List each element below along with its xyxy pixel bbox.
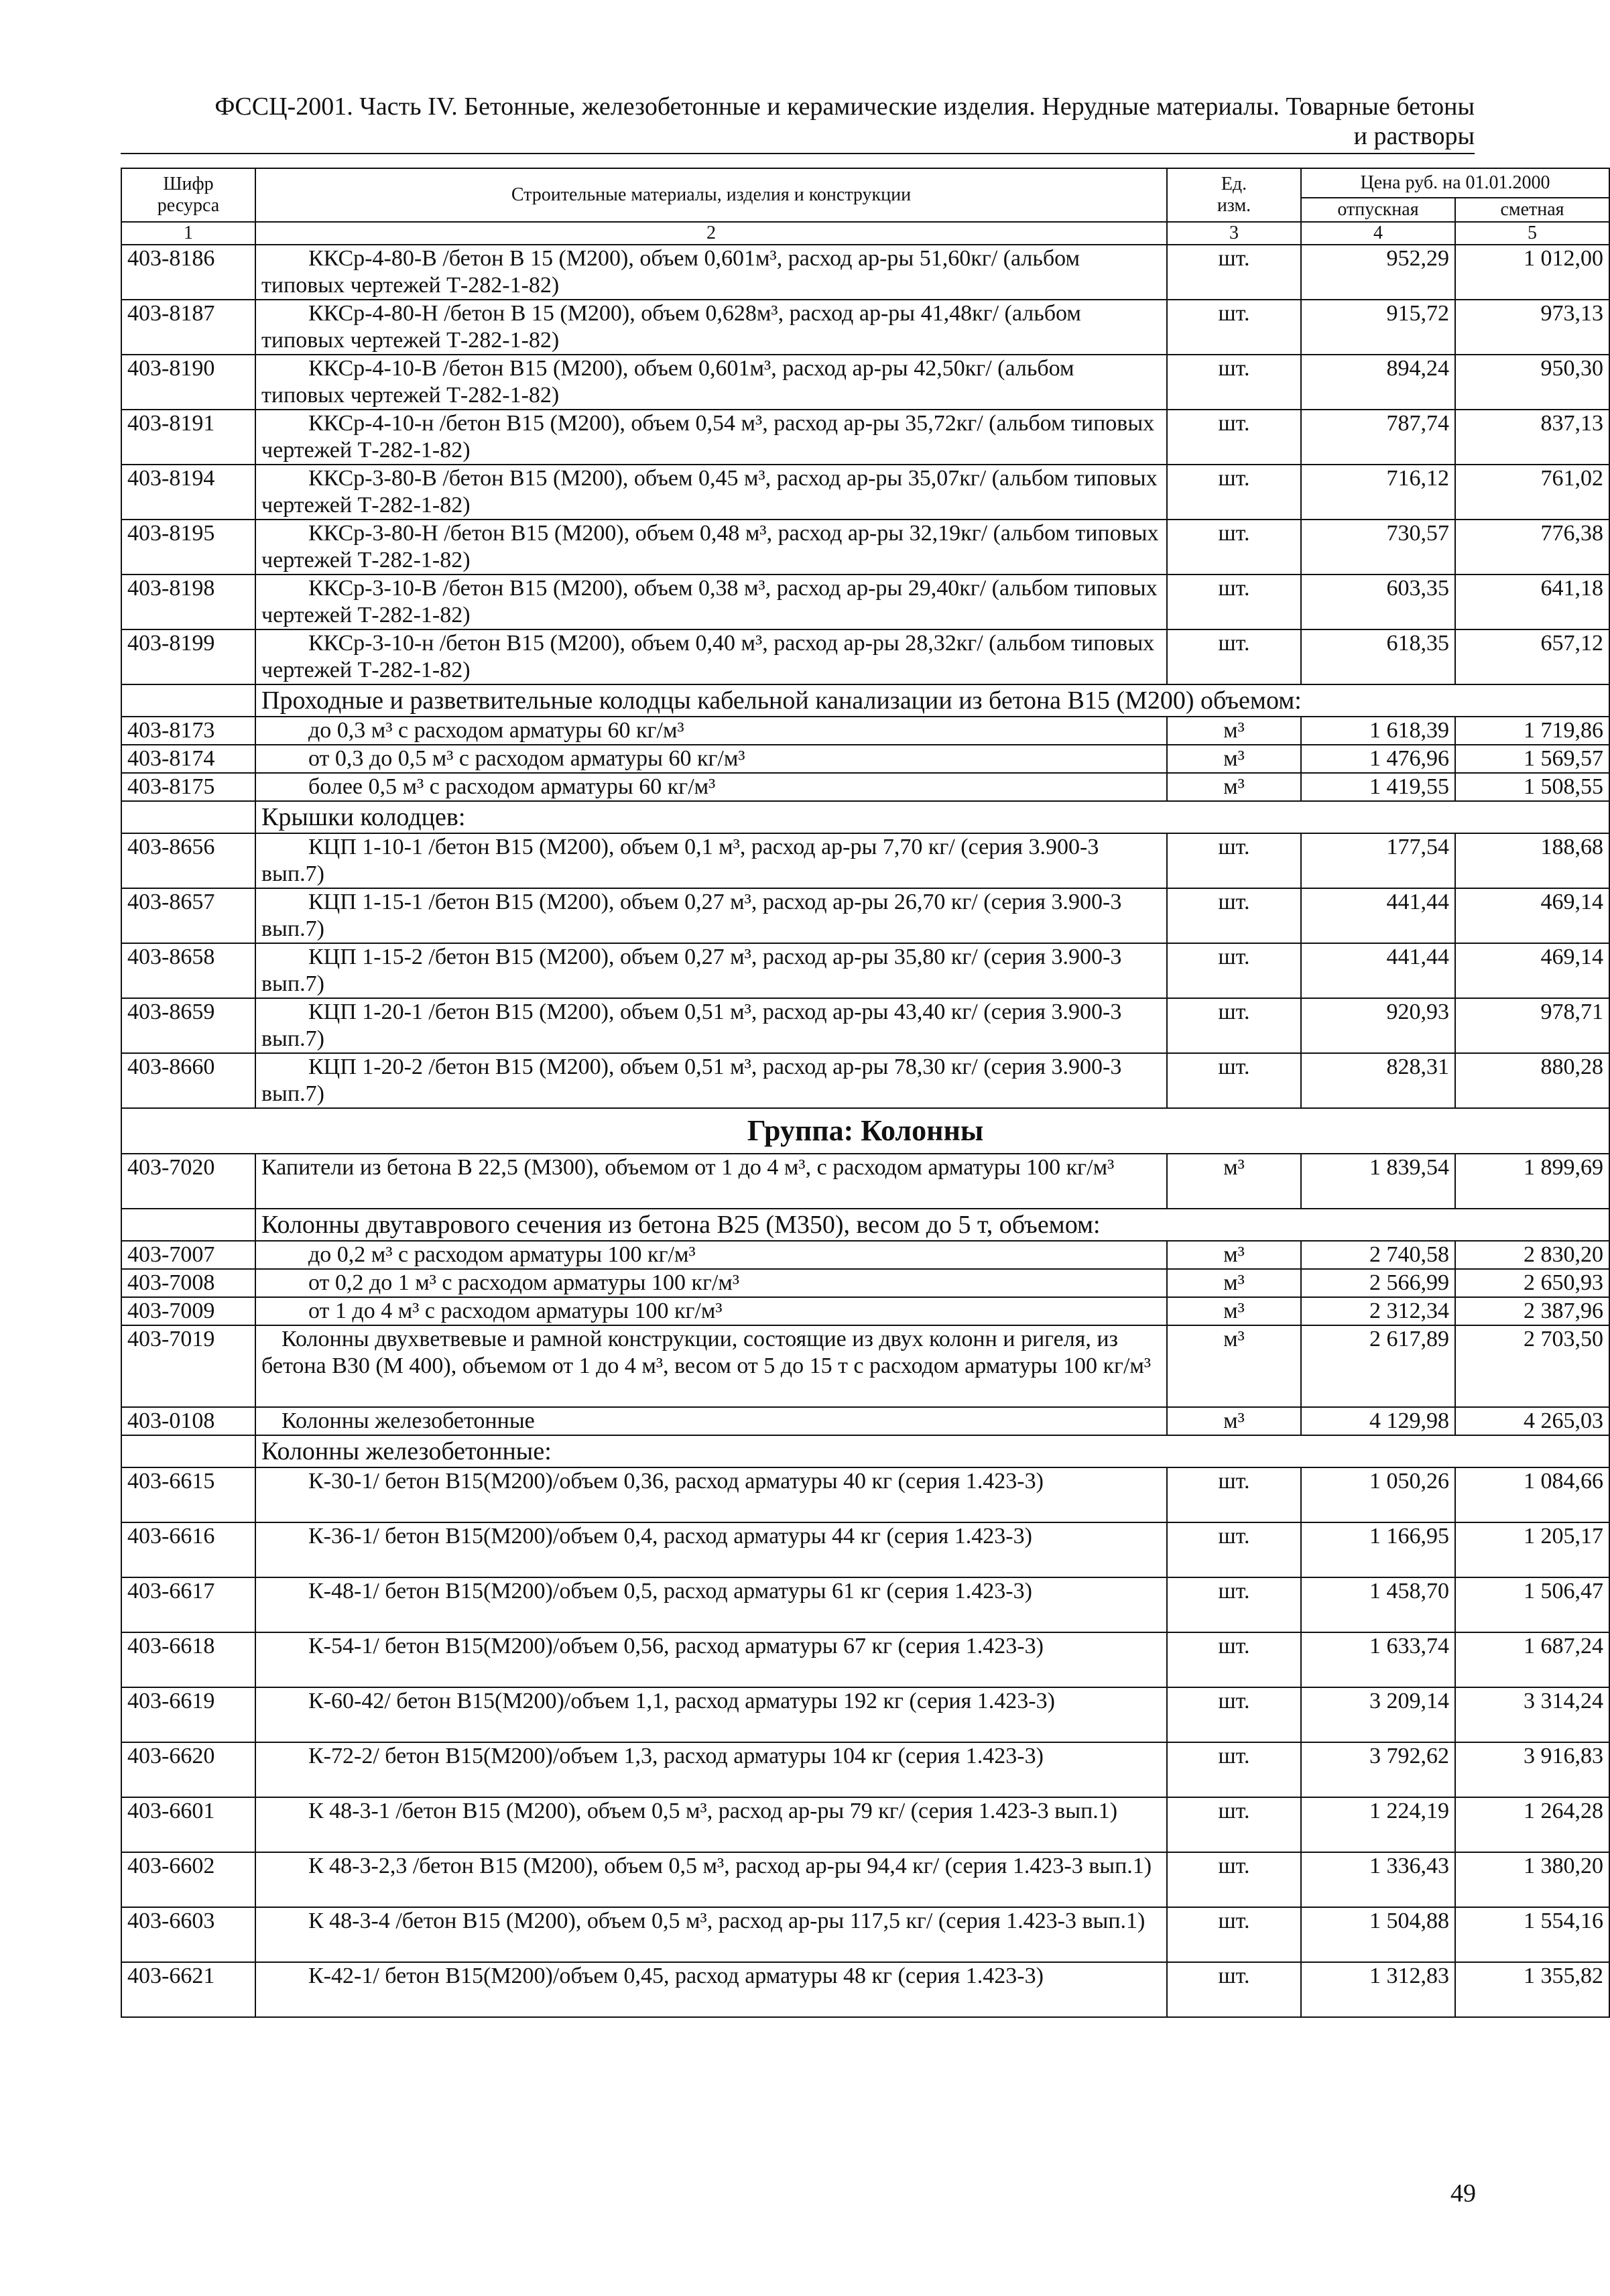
section-row (121, 801, 1609, 833)
table-row (121, 629, 1609, 684)
table-row (121, 1325, 1609, 1407)
material-name-text: К-60-42/ бетон В15(М200)/объем 1,1, расход арматуры 192 кг (серия 1.423-3) (308, 1689, 1055, 1713)
material-name-text: от 0,2 до 1 м³ с расходом арматуры 100 кг/м³ (308, 1270, 740, 1295)
material-name (255, 245, 1167, 300)
estimate-price: 1 506,47 (1455, 1577, 1609, 1632)
material-name (255, 943, 1167, 998)
material-name (255, 1687, 1167, 1742)
material-name (255, 1241, 1167, 1269)
unit-of-measure: м³ (1167, 1407, 1301, 1435)
release-price: 787,74 (1301, 410, 1455, 465)
material-name-text: до 0,2 м³ с расходом арматуры 100 кг/м³ (308, 1242, 696, 1267)
unit-of-measure: шт. (1167, 943, 1301, 998)
group-row (121, 1108, 1609, 1154)
table-row (121, 410, 1609, 465)
release-price: 1 419,55 (1301, 773, 1455, 801)
material-name-text: К-48-1/ бетон В15(М200)/объем 0,5, расход арматуры 61 кг (серия 1.423-3) (308, 1579, 1032, 1604)
table-row (121, 998, 1609, 1053)
release-price: 730,57 (1301, 520, 1455, 575)
resource-code: 403-8198 (121, 575, 255, 629)
estimate-price: 1 508,55 (1455, 773, 1609, 801)
estimate-price: 1 012,00 (1455, 245, 1609, 300)
material-name (255, 465, 1167, 520)
material-name-text: от 0,3 до 0,5 м³ с расходом арматуры 60 кг/м³ (308, 746, 745, 771)
unit-of-measure: шт. (1167, 1687, 1301, 1742)
resource-code: 403-8174 (121, 745, 255, 773)
table-row (121, 717, 1609, 745)
estimate-price: 1 264,28 (1455, 1797, 1609, 1852)
material-name-text: ККСр-3-80-В /бетон В15 (М200), объем 0,45 м³, расход ар-ры 35,07кг/ (альбом типовых чертежей Т-282-1-82) (261, 466, 1158, 518)
col-number-2: 2 (255, 222, 1167, 245)
material-name-text: ККСр-4-80-В /бетон В 15 (М200), объем 0,601м³, расход ар-ры 51,60кг/ (альбом типовых чертежей Т-282-1-82) (261, 246, 1080, 298)
table-row (121, 1522, 1609, 1577)
resource-code: 403-8186 (121, 245, 255, 300)
unit-of-measure: м³ (1167, 1154, 1301, 1209)
material-name-text: Колонны двухветвевые и рамной конструкции, состоящие из двух колонн и ригеля, из бетона В30 (М 400), объемом от 1 до 4 м³, весом от 5 до 15 т с расходом арматуры 100 кг/м³ (261, 1327, 1152, 1378)
table-row (121, 1154, 1609, 1209)
unit-of-measure: шт. (1167, 888, 1301, 943)
release-price: 2 312,34 (1301, 1297, 1455, 1325)
release-price: 1 224,19 (1301, 1797, 1455, 1852)
resource-code: 403-6601 (121, 1797, 255, 1852)
material-name (255, 520, 1167, 575)
table-row (121, 1907, 1609, 1962)
material-name-text: ККСр-3-80-Н /бетон В15 (М200), объем 0,48 м³, расход ар-ры 32,19кг/ (альбом типовых чертежей Т-282-1-82) (261, 521, 1159, 572)
table-row (121, 1632, 1609, 1687)
unit-of-measure: шт. (1167, 520, 1301, 575)
resource-code: 403-6621 (121, 1962, 255, 2017)
resource-code: 403-6616 (121, 1522, 255, 1577)
unit-of-measure: шт. (1167, 1907, 1301, 1962)
estimate-price: 1 205,17 (1455, 1522, 1609, 1577)
release-price: 3 209,14 (1301, 1687, 1455, 1742)
estimate-price: 973,13 (1455, 300, 1609, 355)
section-title: Колонны железобетонные: (255, 1435, 1609, 1467)
resource-code: 403-8199 (121, 629, 255, 684)
release-price: 952,29 (1301, 245, 1455, 300)
unit-of-measure: м³ (1167, 1325, 1301, 1407)
material-name (255, 355, 1167, 410)
section-title: Крышки колодцев: (255, 801, 1609, 833)
release-price: 716,12 (1301, 465, 1455, 520)
material-name (255, 833, 1167, 888)
material-name-text: Колонны железобетонные (282, 1408, 535, 1433)
material-name-text: К 48-3-1 /бетон В15 (М200), объем 0,5 м³, расход ар-ры 79 кг/ (серия 1.423-3 вып.1) (308, 1799, 1118, 1823)
estimate-price: 641,18 (1455, 575, 1609, 629)
estimate-price: 2 830,20 (1455, 1241, 1609, 1269)
estimate-price: 3 916,83 (1455, 1742, 1609, 1797)
material-name (255, 1907, 1167, 1962)
resource-code: 403-8660 (121, 1053, 255, 1108)
release-price: 920,93 (1301, 998, 1455, 1053)
col-header-name: Строительные материалы, изделия и конструкции (255, 168, 1167, 222)
material-name (255, 1407, 1167, 1435)
estimate-price: 1 084,66 (1455, 1467, 1609, 1522)
table-row (121, 943, 1609, 998)
unit-of-measure: шт. (1167, 245, 1301, 300)
unit-of-measure: м³ (1167, 773, 1301, 801)
material-name-text: Капители из бетона В 22,5 (М300), объемом от 1 до 4 м³, с расходом арматуры 100 кг/м³ (261, 1155, 1115, 1180)
table-row (121, 888, 1609, 943)
release-price: 177,54 (1301, 833, 1455, 888)
resource-code: 403-8190 (121, 355, 255, 410)
resource-code: 403-7019 (121, 1325, 255, 1407)
table-body (121, 245, 1609, 2017)
resource-code: 403-7020 (121, 1154, 255, 1209)
table-row (121, 355, 1609, 410)
resource-code: 403-0108 (121, 1407, 255, 1435)
material-name-text: К-30-1/ бетон В15(М200)/объем 0,36, расход арматуры 40 кг (серия 1.423-3) (308, 1469, 1044, 1494)
resource-code: 403-8187 (121, 300, 255, 355)
header-rule (121, 153, 1475, 154)
release-price: 1 633,74 (1301, 1632, 1455, 1687)
section-code-cell (121, 684, 255, 717)
table-row (121, 833, 1609, 888)
resource-code: 403-6619 (121, 1687, 255, 1742)
release-price: 3 792,62 (1301, 1742, 1455, 1797)
material-name (255, 300, 1167, 355)
unit-of-measure: шт. (1167, 300, 1301, 355)
col-header-estimate: сметная (1455, 198, 1609, 222)
unit-of-measure: шт. (1167, 1522, 1301, 1577)
release-price: 2 617,89 (1301, 1325, 1455, 1407)
estimate-price: 1 899,69 (1455, 1154, 1609, 1209)
header-title: ФССЦ-2001. Часть IV. Бетонные, железобетонные и керамические изделия. Нерудные материалы. Товарные бетоны (214, 93, 1475, 121)
estimate-price: 469,14 (1455, 888, 1609, 943)
material-name (255, 1742, 1167, 1797)
estimate-price: 4 265,03 (1455, 1407, 1609, 1435)
material-name (255, 1577, 1167, 1632)
material-name-text: от 1 до 4 м³ с расходом арматуры 100 кг/м³ (308, 1298, 723, 1323)
unit-of-measure: шт. (1167, 1632, 1301, 1687)
material-name (255, 1797, 1167, 1852)
estimate-price: 1 380,20 (1455, 1852, 1609, 1907)
unit-of-measure: шт. (1167, 575, 1301, 629)
table-row (121, 1742, 1609, 1797)
release-price: 603,35 (1301, 575, 1455, 629)
material-name (255, 888, 1167, 943)
table-row (121, 1269, 1609, 1297)
table-row (121, 1407, 1609, 1435)
table-row (121, 1467, 1609, 1522)
page-number: 49 (1450, 2179, 1476, 2208)
col-header-release: отпускная (1301, 198, 1455, 222)
section-code-cell (121, 1435, 255, 1467)
price-table (121, 168, 1610, 2018)
table-row (121, 1962, 1609, 2017)
table-row (121, 1053, 1609, 1108)
material-name (255, 1053, 1167, 1108)
estimate-price: 1 687,24 (1455, 1632, 1609, 1687)
col-number-3: 3 (1167, 222, 1301, 245)
unit-of-measure: шт. (1167, 1852, 1301, 1907)
col-number-4: 4 (1301, 222, 1455, 245)
unit-of-measure: шт. (1167, 1742, 1301, 1797)
unit-of-measure: шт. (1167, 1797, 1301, 1852)
resource-code: 403-7007 (121, 1241, 255, 1269)
release-price: 1 336,43 (1301, 1852, 1455, 1907)
estimate-price: 1 569,57 (1455, 745, 1609, 773)
unit-of-measure: шт. (1167, 465, 1301, 520)
material-name-text: ККСр-4-10-В /бетон В15 (М200), объем 0,601м³, расход ар-ры 42,50кг/ (альбом типовых чертежей Т-282-1-82) (261, 356, 1074, 408)
resource-code: 403-8175 (121, 773, 255, 801)
section-row (121, 1435, 1609, 1467)
unit-of-measure: шт. (1167, 355, 1301, 410)
resource-code: 403-7008 (121, 1269, 255, 1297)
release-price: 2 566,99 (1301, 1269, 1455, 1297)
resource-code: 403-8658 (121, 943, 255, 998)
resource-code: 403-8659 (121, 998, 255, 1053)
release-price: 1 312,83 (1301, 1962, 1455, 2017)
resource-code: 403-6615 (121, 1467, 255, 1522)
resource-code: 403-8173 (121, 717, 255, 745)
col-number-1: 1 (121, 222, 255, 245)
unit-of-measure: шт. (1167, 998, 1301, 1053)
material-name-text: ККСр-3-10-В /бетон В15 (М200), объем 0,38 м³, расход ар-ры 29,40кг/ (альбом типовых чертежей Т-282-1-82) (261, 576, 1158, 627)
table-row (121, 1297, 1609, 1325)
estimate-price: 188,68 (1455, 833, 1609, 888)
estimate-price: 880,28 (1455, 1053, 1609, 1108)
table-row (121, 1241, 1609, 1269)
material-name-text: ККСр-4-10-н /бетон В15 (М200), объем 0,54 м³, расход ар-ры 35,72кг/ (альбом типовых чертежей Т-282-1-82) (261, 411, 1155, 463)
table-header (121, 168, 1609, 245)
section-row (121, 684, 1609, 717)
table-row (121, 465, 1609, 520)
estimate-price: 978,71 (1455, 998, 1609, 1053)
unit-of-measure: шт. (1167, 1577, 1301, 1632)
release-price: 441,44 (1301, 943, 1455, 998)
unit-of-measure: м³ (1167, 717, 1301, 745)
section-title: Колонны двутаврового сечения из бетона В25 (М350), весом до 5 т, объемом: (255, 1209, 1609, 1241)
resource-code: 403-6602 (121, 1852, 255, 1907)
material-name (255, 1269, 1167, 1297)
estimate-price: 2 387,96 (1455, 1297, 1609, 1325)
table-row (121, 245, 1609, 300)
unit-of-measure: шт. (1167, 1962, 1301, 2017)
estimate-price: 761,02 (1455, 465, 1609, 520)
material-name-text: К 48-3-4 /бетон В15 (М200), объем 0,5 м³, расход ар-ры 117,5 кг/ (серия 1.423-3 вып.1) (308, 1909, 1145, 1933)
table-row (121, 1687, 1609, 1742)
material-name-text: К 48-3-2,3 /бетон В15 (М200), объем 0,5 м³, расход ар-ры 94,4 кг/ (серия 1.423-3 вып.1) (308, 1854, 1152, 1878)
material-name (255, 717, 1167, 745)
unit-of-measure: шт. (1167, 1467, 1301, 1522)
material-name-text: КЦП 1-15-1 /бетон В15 (М200), объем 0,27 м³, расход ар-ры 26,70 кг/ (серия 3.900-3 вып.7) (261, 890, 1122, 941)
resource-code: 403-6617 (121, 1577, 255, 1632)
material-name-text: КЦП 1-10-1 /бетон В15 (М200), объем 0,1 м³, расход ар-ры 7,70 кг/ (серия 3.900-3 вып.7) (261, 835, 1099, 886)
resource-code: 403-8195 (121, 520, 255, 575)
release-price: 828,31 (1301, 1053, 1455, 1108)
release-price: 894,24 (1301, 355, 1455, 410)
header-title-continued: и растворы (1353, 122, 1475, 150)
resource-code: 403-6603 (121, 1907, 255, 1962)
estimate-price: 1 355,82 (1455, 1962, 1609, 2017)
unit-of-measure: шт. (1167, 1053, 1301, 1108)
section-code-cell (121, 1209, 255, 1241)
unit-of-measure: шт. (1167, 410, 1301, 465)
release-price: 1 618,39 (1301, 717, 1455, 745)
col-header-price: Цена руб. на 01.01.2000 (1301, 168, 1609, 198)
material-name (255, 1154, 1167, 1209)
material-name (255, 998, 1167, 1053)
col-header-unit: Ед. изм. (1167, 168, 1301, 222)
material-name (255, 575, 1167, 629)
section-code-cell (121, 801, 255, 833)
estimate-price: 1 719,86 (1455, 717, 1609, 745)
material-name (255, 1325, 1167, 1407)
estimate-price: 3 314,24 (1455, 1687, 1609, 1742)
material-name (255, 410, 1167, 465)
section-row (121, 1209, 1609, 1241)
section-title: Проходные и разветвительные колодцы кабельной канализации из бетона В15 (М200) объемом: (255, 684, 1609, 717)
estimate-price: 950,30 (1455, 355, 1609, 410)
material-name-text: более 0,5 м³ с расходом арматуры 60 кг/м³ (308, 774, 716, 799)
unit-of-measure: шт. (1167, 629, 1301, 684)
page-header (121, 91, 1475, 152)
release-price: 1 166,95 (1301, 1522, 1455, 1577)
table-row (121, 575, 1609, 629)
estimate-price: 2 650,93 (1455, 1269, 1609, 1297)
estimate-price: 657,12 (1455, 629, 1609, 684)
unit-of-measure: м³ (1167, 1269, 1301, 1297)
material-name (255, 1467, 1167, 1522)
material-name-text: КЦП 1-20-2 /бетон В15 (М200), объем 0,51 м³, расход ар-ры 78,30 кг/ (серия 3.900-3 вып.7) (261, 1054, 1122, 1106)
material-name (255, 745, 1167, 773)
release-price: 1 458,70 (1301, 1577, 1455, 1632)
table-row (121, 745, 1609, 773)
material-name-text: ККСр-3-10-н /бетон В15 (М200), объем 0,40 м³, расход ар-ры 28,32кг/ (альбом типовых чертежей Т-282-1-82) (261, 631, 1155, 682)
material-name (255, 1522, 1167, 1577)
estimate-price: 1 554,16 (1455, 1907, 1609, 1962)
material-name-text: К-72-2/ бетон В15(М200)/объем 1,3, расход арматуры 104 кг (серия 1.423-3) (308, 1744, 1044, 1768)
estimate-price: 2 703,50 (1455, 1325, 1609, 1407)
resource-code: 403-7009 (121, 1297, 255, 1325)
material-name-text: КЦП 1-15-2 /бетон В15 (М200), объем 0,27 м³, расход ар-ры 35,80 кг/ (серия 3.900-3 вып.7) (261, 945, 1122, 996)
release-price: 1 839,54 (1301, 1154, 1455, 1209)
col-number-5: 5 (1455, 222, 1609, 245)
material-name (255, 1962, 1167, 2017)
material-name-text: ККСр-4-80-Н /бетон В 15 (М200), объем 0,628м³, расход ар-ры 41,48кг/ (альбом типовых чертежей Т-282-1-82) (261, 301, 1081, 353)
material-name-text: К-36-1/ бетон В15(М200)/объем 0,4, расход арматуры 44 кг (серия 1.423-3) (308, 1524, 1032, 1549)
resource-code: 403-8191 (121, 410, 255, 465)
material-name-text: до 0,3 м³ с расходом арматуры 60 кг/м³ (308, 718, 684, 743)
table-row (121, 300, 1609, 355)
release-price: 2 740,58 (1301, 1241, 1455, 1269)
unit-of-measure: м³ (1167, 1297, 1301, 1325)
material-name (255, 629, 1167, 684)
material-name-text: КЦП 1-20-1 /бетон В15 (М200), объем 0,51 м³, расход ар-ры 43,40 кг/ (серия 3.900-3 вып.7) (261, 1000, 1122, 1051)
material-name (255, 1852, 1167, 1907)
unit-of-measure: шт. (1167, 833, 1301, 888)
release-price: 1 504,88 (1301, 1907, 1455, 1962)
table-row (121, 1797, 1609, 1852)
col-header-code: Шифр ресурса (121, 168, 255, 222)
resource-code: 403-8194 (121, 465, 255, 520)
release-price: 618,35 (1301, 629, 1455, 684)
material-name (255, 773, 1167, 801)
group-title: Группа: Колонны (121, 1108, 1609, 1154)
material-name (255, 1297, 1167, 1325)
release-price: 1 476,96 (1301, 745, 1455, 773)
resource-code: 403-6618 (121, 1632, 255, 1687)
release-price: 4 129,98 (1301, 1407, 1455, 1435)
table-row (121, 520, 1609, 575)
estimate-price: 837,13 (1455, 410, 1609, 465)
table-row (121, 1852, 1609, 1907)
resource-code: 403-8657 (121, 888, 255, 943)
material-name (255, 1632, 1167, 1687)
release-price: 441,44 (1301, 888, 1455, 943)
table-row (121, 1577, 1609, 1632)
release-price: 1 050,26 (1301, 1467, 1455, 1522)
material-name-text: К-54-1/ бетон В15(М200)/объем 0,56, расход арматуры 67 кг (серия 1.423-3) (308, 1634, 1044, 1658)
material-name-text: К-42-1/ бетон В15(М200)/объем 0,45, расход арматуры 48 кг (серия 1.423-3) (308, 1963, 1044, 1988)
release-price: 915,72 (1301, 300, 1455, 355)
unit-of-measure: м³ (1167, 1241, 1301, 1269)
resource-code: 403-8656 (121, 833, 255, 888)
estimate-price: 776,38 (1455, 520, 1609, 575)
estimate-price: 469,14 (1455, 943, 1609, 998)
unit-of-measure: м³ (1167, 745, 1301, 773)
resource-code: 403-6620 (121, 1742, 255, 1797)
table-row (121, 773, 1609, 801)
